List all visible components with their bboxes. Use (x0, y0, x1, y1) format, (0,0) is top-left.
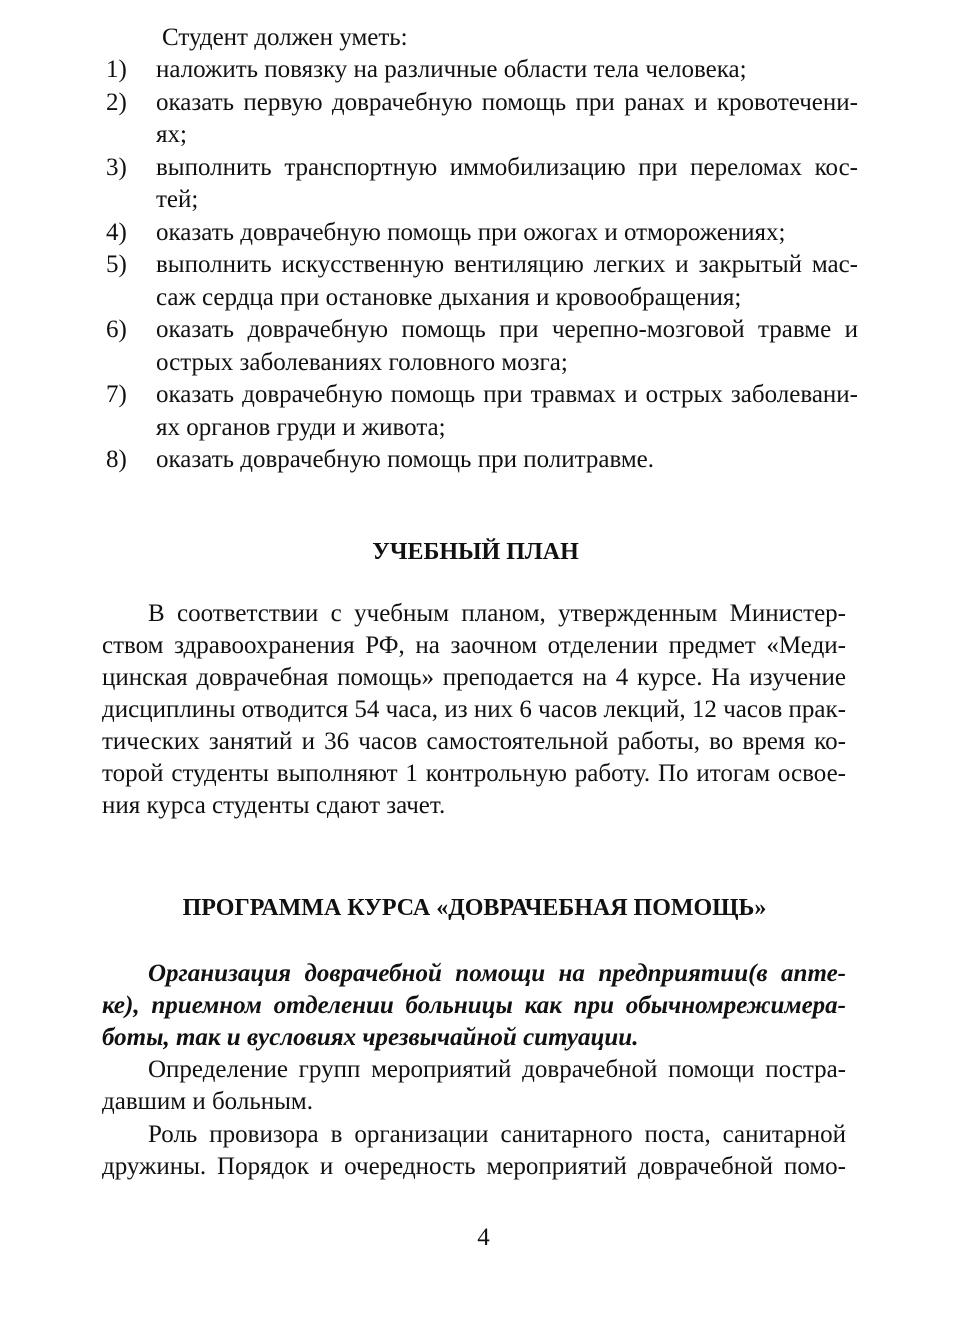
text-line: выполнить искусственную вентиляцию легких и закрытый мас- (156, 251, 858, 278)
list-item-number: 5) (106, 251, 127, 278)
text-line: дисциплины отводится 54 часа, из них 6 часов лекций, 12 часов прак- (102, 696, 846, 723)
list-item-number: 3) (106, 153, 127, 181)
list-item-text (156, 217, 858, 250)
text-line: наложить повязку на различные области тела человека; (156, 56, 747, 83)
list-item-text (156, 249, 858, 314)
text-line: давшим и больным. (102, 1088, 313, 1115)
list-item (106, 54, 858, 87)
text-line: оказать первую доврачебную помощь при ранах и кровотечени- (156, 88, 858, 116)
text-line: цинская доврачебная помощь» преподается на 4 курсе. На изучение (102, 664, 846, 691)
text-line: ях; (156, 121, 187, 148)
text-line: В соответствии с учебным планом, утвержденным Министер- (148, 600, 846, 627)
text-line: ях органов груди и живота; (156, 413, 446, 441)
text-line: оказать доврачебную помощь при политравме. (156, 446, 654, 473)
text-line: торой студенты выполняют 1 контрольную работу. По итогам освое- (102, 760, 846, 787)
list-item-number: 2) (106, 88, 127, 116)
list-item-number: 6) (106, 316, 127, 343)
list-item-number: 1) (106, 56, 127, 83)
list-item (106, 217, 858, 250)
list-item-text (156, 54, 858, 87)
list-item-number: 8) (106, 446, 127, 473)
list-item-text (156, 444, 858, 477)
text-line: оказать доврачебную помощь при травмах и острых заболевани- (156, 381, 858, 408)
list-item-text (156, 379, 858, 444)
list-item (106, 314, 858, 379)
text-line: дружины. Порядок и очередность мероприятий доврачебной помо- (102, 1153, 846, 1180)
definition-paragraph (102, 1054, 846, 1118)
text-line: тей; (156, 186, 199, 213)
section-heading-curriculum: УЧЕБНЫЙ ПЛАН (372, 539, 579, 565)
section-heading-program: ПРОГРАММА КУРСА «ДОВРАЧЕБНАЯ ПОМОЩЬ» (182, 895, 767, 921)
list-item (106, 249, 858, 314)
text-line: оказать доврачебную помощь при черепно-мозговой травме и (156, 316, 858, 343)
text-line: выполнить транспортную иммобилизацию при переломах кос- (156, 153, 858, 181)
text-line: Организация доврачебной помощи на предприятии(в апте- (148, 960, 846, 987)
list-item (106, 379, 858, 444)
list-item-text (156, 87, 858, 152)
list-item-text (156, 152, 858, 217)
skills-list (106, 54, 858, 477)
list-item-number: 4) (106, 218, 127, 246)
text-line: оказать доврачебную помощь при ожогах и отморожениях; (156, 218, 786, 246)
text-line: саж сердца при остановке дыхания и кровообращения; (156, 283, 742, 311)
list-item-text (156, 314, 858, 379)
text-line: Определение групп мероприятий доврачебной помощи постра- (148, 1056, 846, 1083)
page-number: 4 (477, 1224, 490, 1251)
curriculum-paragraph (102, 598, 846, 822)
text-line: Роль провизора в организации санитарного поста, санитарной (148, 1121, 846, 1148)
list-item-number: 7) (106, 381, 127, 408)
list-item (106, 152, 858, 217)
text-line: тических занятий и 36 часов самостоятельной работы, во время ко- (102, 728, 846, 755)
text-line: ством здравоохранения РФ, на заочном отделении предмет «Меди- (102, 632, 846, 659)
text-line: острых заболеваниях головного мозга; (156, 348, 568, 376)
list-item (106, 444, 858, 477)
text-line: ния курса студенты сдают зачет. (102, 792, 446, 819)
role-paragraph (102, 1119, 846, 1183)
skills-intro: Студент должен уметь: (162, 24, 408, 51)
text-line: ке), приемном отделении больницы как при обычномрежимера- (102, 992, 846, 1019)
list-item (106, 87, 858, 152)
text-line: боты, так и вусловиях чрезвычайной ситуации. (102, 1024, 639, 1051)
topic-title (102, 958, 846, 1054)
